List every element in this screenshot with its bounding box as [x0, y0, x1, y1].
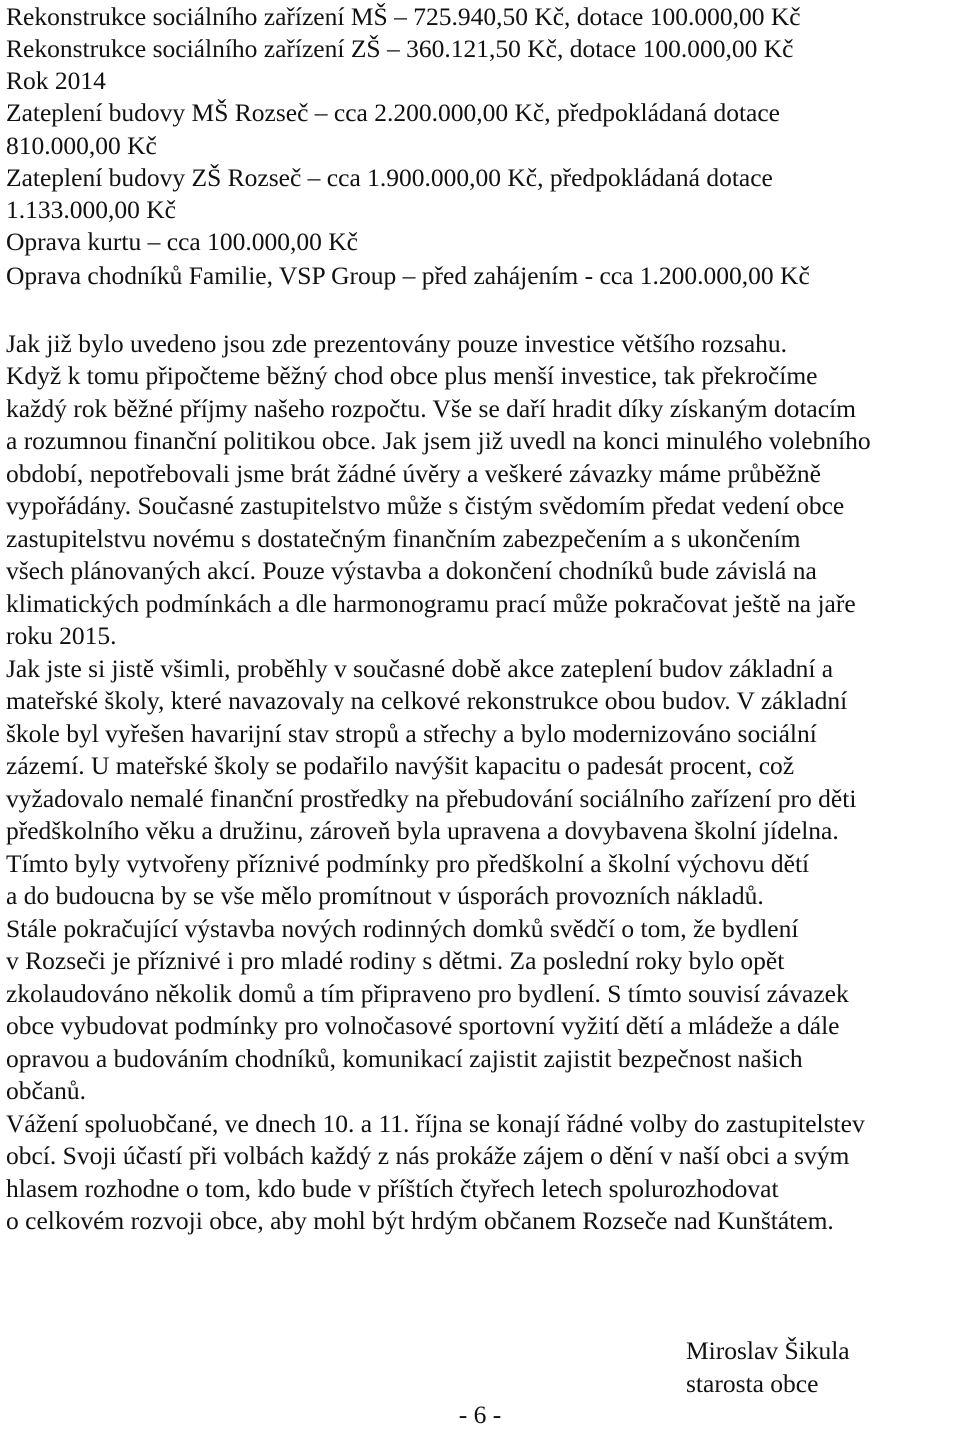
text-line: zastupitelstvu novému s dostatečným finančním zabezpečením a s ukončením — [6, 524, 801, 553]
text-line: roku 2015. — [6, 621, 117, 650]
text-line: občanů. — [6, 1076, 87, 1105]
text-line: o celkovém rozvoji obce, aby mohl být hrdým občanem Rozseče nad Kunštátem. — [6, 1206, 834, 1235]
text-line: Oprava chodníků Familie, VSP Group – před zahájením - cca 1.200.000,00 Kč — [6, 261, 810, 290]
page-number: - 6 - — [458, 1400, 502, 1429]
text-line: škole byl vyřešen havarijní stav stropů a střechy a bylo modernizováno sociální — [6, 719, 817, 748]
text-line: Rok 2014 — [6, 66, 106, 95]
text-line: každý rok běžné příjmy našeho rozpočtu. Vše se daří hradit díky získaným dotacím — [6, 394, 856, 423]
text-line: předškolního věku a družinu, zároveň byla upravena a dovybavena školní jídelna. — [6, 816, 839, 845]
text-line: klimatických podmínkách a dle harmonogramu prací může pokračovat ještě na jaře — [6, 589, 856, 618]
text-line: 1.133.000,00 Kč — [6, 195, 176, 224]
text-line: 810.000,00 Kč — [6, 131, 157, 160]
signature-title: starosta obce — [686, 1369, 819, 1398]
text-line: vyžadovalo nemalé finanční prostředky na přebudování sociálního zařízení pro děti — [6, 784, 857, 813]
text-line: a rozumnou finanční politikou obce. Jak jsem již uvedl na konci minulého volebního — [6, 426, 871, 455]
text-line: mateřské školy, které navazovaly na celkové rekonstrukce obou budov. V základní — [6, 686, 848, 715]
text-line: Stále pokračující výstavba nových rodinných domků svědčí o tom, že bydlení — [6, 914, 799, 943]
text-line: Zateplení budovy ZŠ Rozseč – cca 1.900.000,00 Kč, předpokládaná dotace — [6, 163, 773, 192]
text-line: Zateplení budovy MŠ Rozseč – cca 2.200.000,00 Kč, předpokládaná dotace — [6, 98, 780, 127]
text-line: Jak jste si jistě všimli, proběhly v současné době akce zateplení budov základní a — [6, 654, 834, 683]
text-line: zkolaudováno několik domů a tím připraveno pro bydlení. S tímto souvisí závazek — [6, 979, 849, 1008]
text-line: obcí. Svoji účastí při volbách každý z nás prokáže zájem o dění v naší obci a svým — [6, 1141, 850, 1170]
text-line: vypořádány. Současné zastupitelstvo může s čistým svědomím předat vedení obce — [6, 491, 845, 520]
text-line: Když k tomu připočteme běžný chod obce plus menší investice, tak překročíme — [6, 361, 818, 390]
text-line: období, nepotřebovali jsme brát žádné úvěry a veškeré závazky máme průběžně — [6, 459, 821, 488]
text-line: Rekonstrukce sociálního zařízení MŠ – 725.940,50 Kč, dotace 100.000,00 Kč — [6, 2, 801, 31]
text-line: Vážení spoluobčané, ve dnech 10. a 11. října se konají řádné volby do zastupitelstev — [6, 1109, 865, 1138]
signature-name: Miroslav Šikula — [686, 1336, 850, 1365]
text-line: a do budoucna by se vše mělo promítnout v úsporách provozních nákladů. — [6, 881, 764, 910]
text-line: Jak již bylo uvedeno jsou zde prezentovány pouze investice většího rozsahu. — [6, 329, 788, 358]
text-line: opravou a budováním chodníků, komunikací zajistit zajistit bezpečnost našich — [6, 1044, 803, 1073]
text-line: zázemí. U mateřské školy se podařilo navýšit kapacitu o padesát procent, což — [6, 751, 795, 780]
text-line: hlasem rozhodne o tom, kdo bude v příštích čtyřech letech spolurozhodovat — [6, 1174, 779, 1203]
text-line: Rekonstrukce sociálního zařízení ZŠ – 360.121,50 Kč, dotace 100.000,00 Kč — [6, 34, 794, 63]
text-line: všech plánovaných akcí. Pouze výstavba a dokončení chodníků bude závislá na — [6, 556, 817, 585]
text-line: v Rozseči je příznivé i pro mladé rodiny s dětmi. Za poslední roky bylo opět — [6, 946, 785, 975]
text-line: obce vybudovat podmínky pro volnočasové sportovní vyžití dětí a mládeže a dále — [6, 1011, 840, 1040]
text-line: Tímto byly vytvořeny příznivé podmínky pro předškolní a školní výchovu dětí — [6, 849, 810, 878]
text-line: Oprava kurtu – cca 100.000,00 Kč — [6, 227, 358, 256]
